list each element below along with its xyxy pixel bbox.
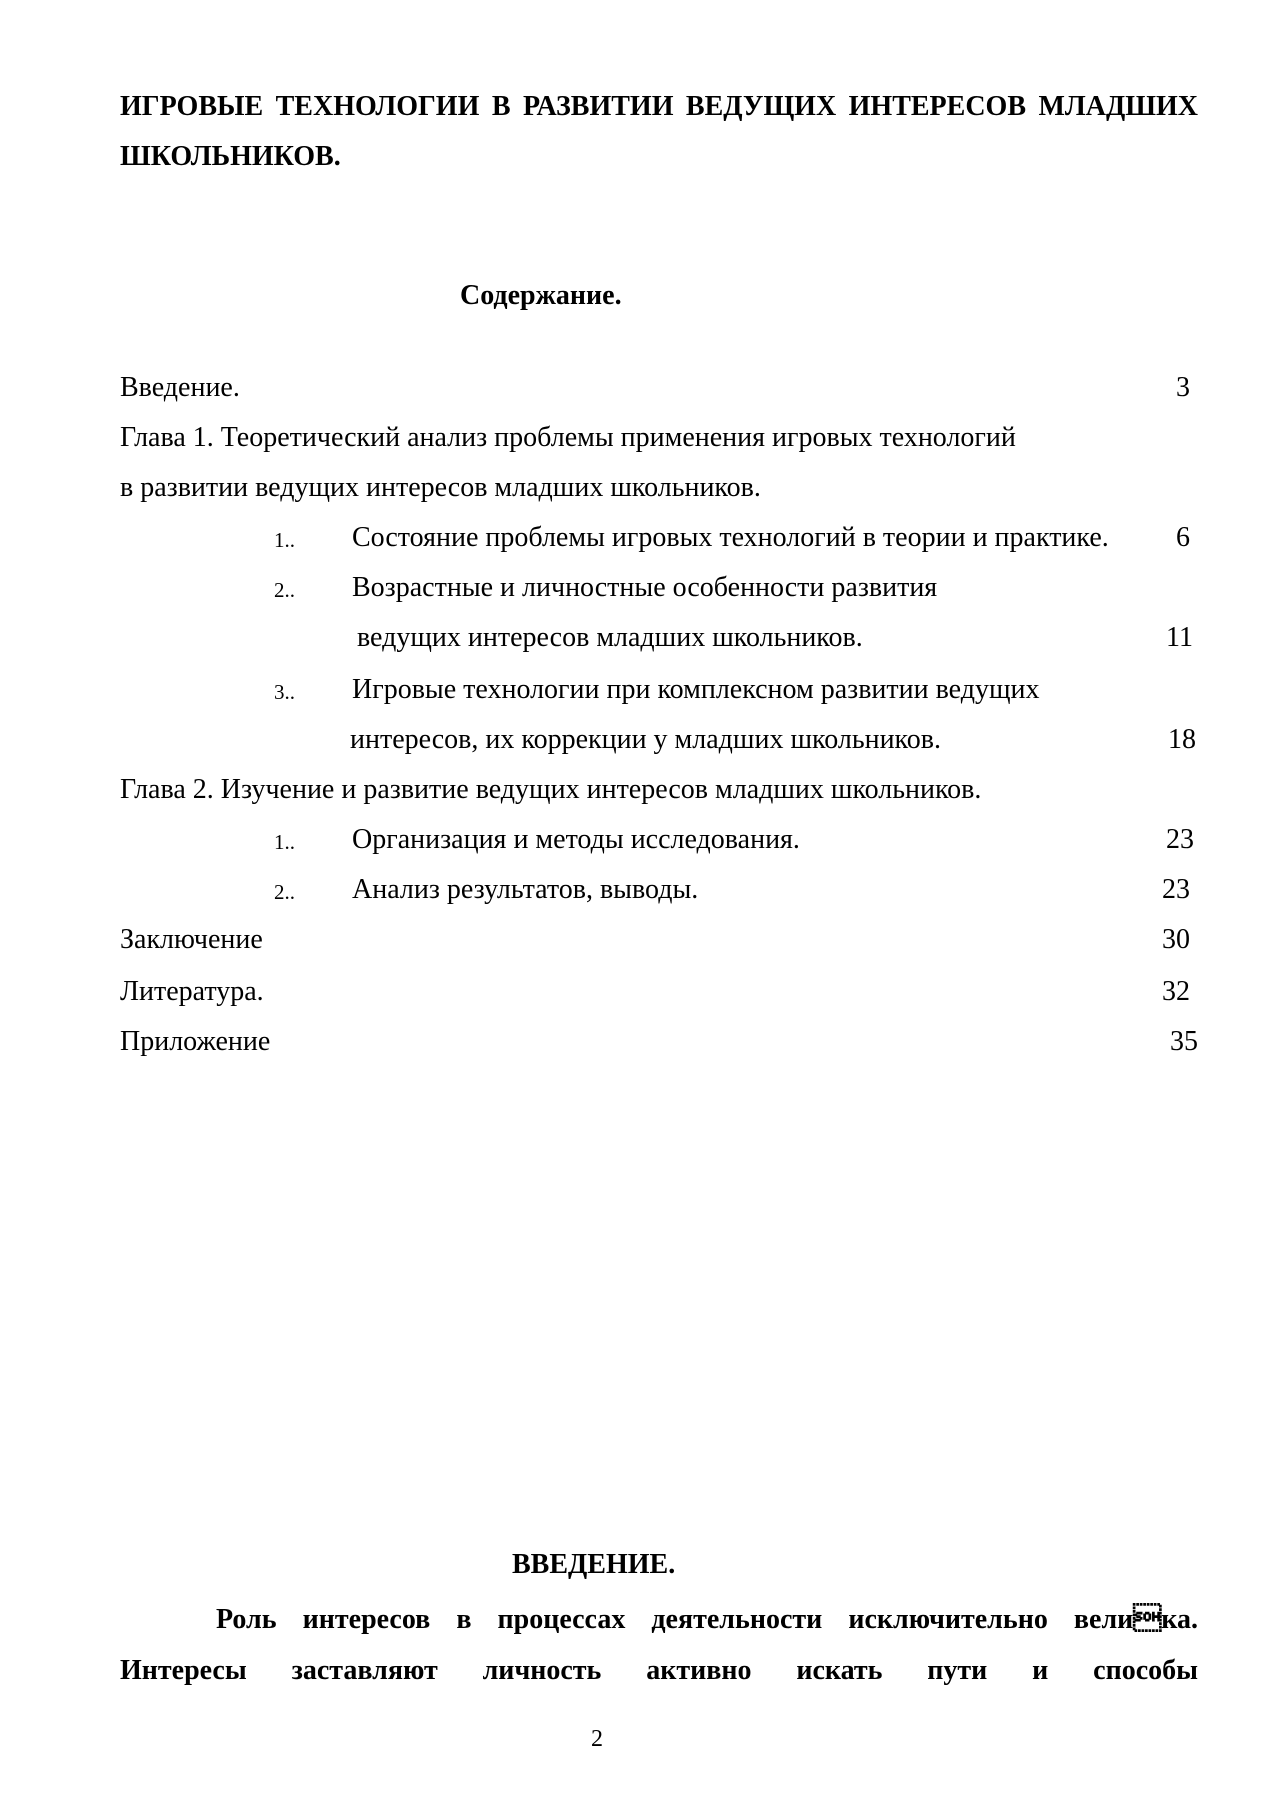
toc-ch1-s2-page: 11 [1166,622,1193,653]
toc-ch2-s1-page: 23 [1166,824,1194,855]
toc-intro-page: 3 [1176,372,1190,403]
toc-conclusion-page: 30 [1162,924,1190,955]
toc-ch2-s1-label: Организация и методы исследования. [352,824,800,855]
intro-heading: ВВЕДЕНИЕ. [512,1549,676,1580]
toc-ch1-s2-line1: Возрастные и личностные особенности развития [352,572,938,603]
toc-ch1-s3-line2: интересов, их коррекции у младших школьников. [350,724,941,755]
toc-chapter2-label: Глава 2. Изучение и развитие ведущих интересов младших школьников. [120,774,982,805]
toc-heading: Содержание. [460,280,622,311]
toc-ch2-s2-label: Анализ результатов, выводы. [352,874,699,905]
toc-ch1-s1-number: 1.. [274,528,295,552]
toc-literature-label: Литература. [120,976,264,1007]
toc-appendix-page: 35 [1170,1026,1198,1057]
document-title: ИГРОВЫЕ ТЕХНОЛОГИИ В РАЗВИТИИ ВЕДУЩИХ ИНТЕРЕСОВ МЛАДШИХ ШКОЛЬНИКОВ. [120,91,1198,172]
toc-ch1-s2-line2: ведущих интересов младших школьников. [357,622,863,653]
toc-ch1-s3-page: 18 [1168,724,1196,755]
toc-ch1-s1-page: 6 [1176,522,1190,553]
toc-literature-page: 32 [1162,976,1190,1007]
toc-ch2-s2-number: 2.. [274,880,295,904]
intro-paragraph: Роль интересов в процессах деятельности исключительно велика. Интересы заставляют личность активно искать пути и способы [120,1604,1198,1686]
toc-ch2-s1-number: 1.. [274,830,295,854]
toc-ch1-s3-number: 3.. [274,680,295,704]
toc-ch1-s3-line1: Игровые технологии при комплексном развитии ведущих [352,674,1040,705]
toc-ch1-s2-number: 2.. [274,578,295,602]
toc-appendix-label: Приложение [120,1026,271,1057]
toc-chapter1-line2: в развитии ведущих интересов младших школьников. [120,472,761,503]
page-number: 2 [591,1726,603,1752]
toc-ch1-s1-label: Состояние проблемы игровых технологий в теории и практике. [352,522,1109,553]
toc-chapter1-line1: Глава 1. Теоретический анализ проблемы применения игровых технологий [120,422,1016,453]
toc-intro-label: Введение. [120,372,240,403]
toc-conclusion-label: Заключение [120,924,263,955]
toc-ch2-s2-page: 23 [1162,874,1190,905]
